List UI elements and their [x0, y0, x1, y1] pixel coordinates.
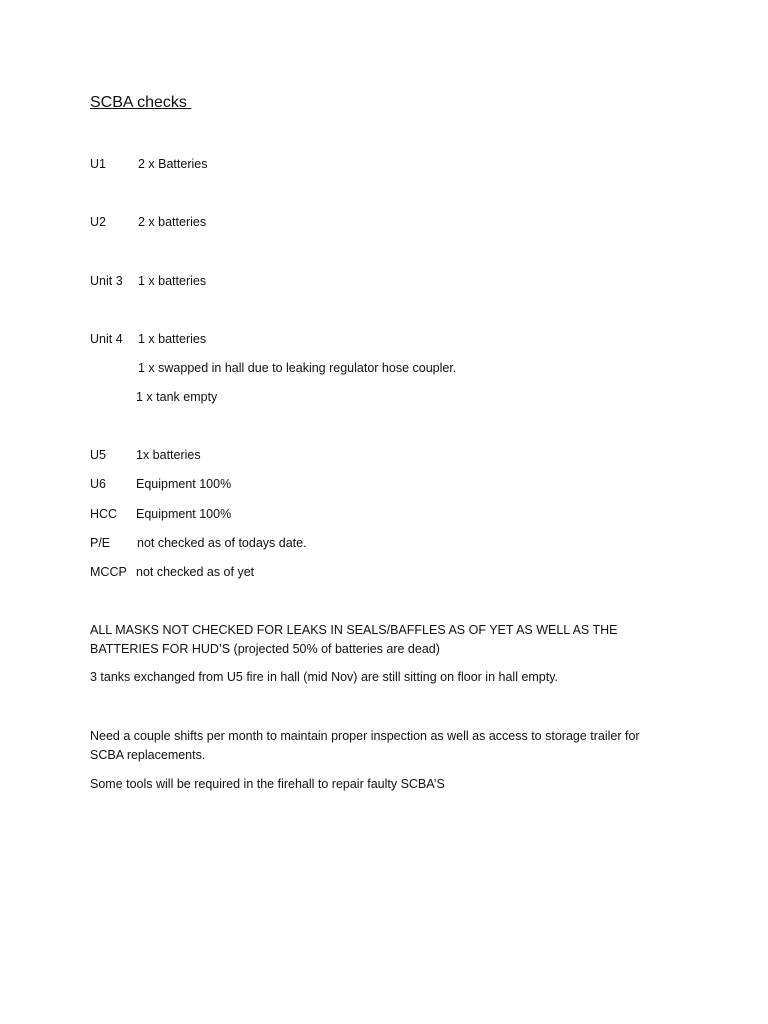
- unit-row-u5: [90, 446, 201, 465]
- unit-row-hcc: [90, 505, 231, 524]
- unit-label: U1: [90, 157, 106, 171]
- unit-row-mccp: [90, 563, 254, 582]
- unit-label: Unit 3: [90, 274, 123, 288]
- unit-row-u2: [90, 213, 206, 232]
- unit-row-u6: [90, 475, 231, 494]
- unit-label: MCCP: [90, 565, 127, 579]
- unit-row-unit-4: [90, 330, 206, 349]
- unit-status: 2 x Batteries: [138, 157, 208, 171]
- unit-label: U6: [90, 477, 106, 491]
- unit-status: 1 x batteries: [138, 332, 207, 346]
- unit-status: Equipment 100%: [136, 477, 232, 491]
- unit-status: 1x batteries: [136, 448, 201, 462]
- unit-status: not checked as of yet: [136, 565, 255, 579]
- unit-4-detail-tank: [136, 388, 217, 407]
- unit-label: HCC: [90, 507, 118, 521]
- unit-status: Equipment 100%: [136, 507, 232, 521]
- unit-row-u1: [90, 155, 207, 174]
- note-tools-required: Some tools will be required in the firehall to repair faulty SCBA’S: [90, 777, 445, 791]
- note-masks-batteries: ALL MASKS NOT CHECKED FOR LEAKS IN SEALS/BAFFLES AS OF YET AS WELL AS THE BATTERIES FOR HUD’S (projected 50% of batteries are dead): [90, 623, 618, 656]
- note-tanks-exchanged: 3 tanks exchanged from U5 fire in hall (mid Nov) are still sitting on floor in hall empty.: [90, 670, 559, 684]
- unit-label: P/E: [90, 536, 111, 550]
- unit-status: 1 x batteries: [138, 274, 207, 288]
- unit-row-unit-3: [90, 272, 206, 291]
- unit-label: Unit 4: [90, 332, 123, 346]
- page-title: SCBA checks: [90, 94, 192, 111]
- unit-row-pe: [90, 534, 307, 553]
- note-shifts-needed: Need a couple shifts per month to maintain proper inspection as well as access to storage trailer for SCBA replacements.: [90, 729, 640, 762]
- unit-label: U5: [90, 448, 106, 462]
- unit-status: 1 x swapped in hall due to leaking regulator hose coupler.: [138, 361, 457, 375]
- unit-label: U2: [90, 215, 106, 229]
- unit-status: 2 x batteries: [138, 215, 207, 229]
- unit-status: 1 x tank empty: [136, 390, 218, 404]
- unit-status: not checked as of todays date.: [137, 536, 307, 550]
- unit-4-detail-swapped: [138, 359, 456, 378]
